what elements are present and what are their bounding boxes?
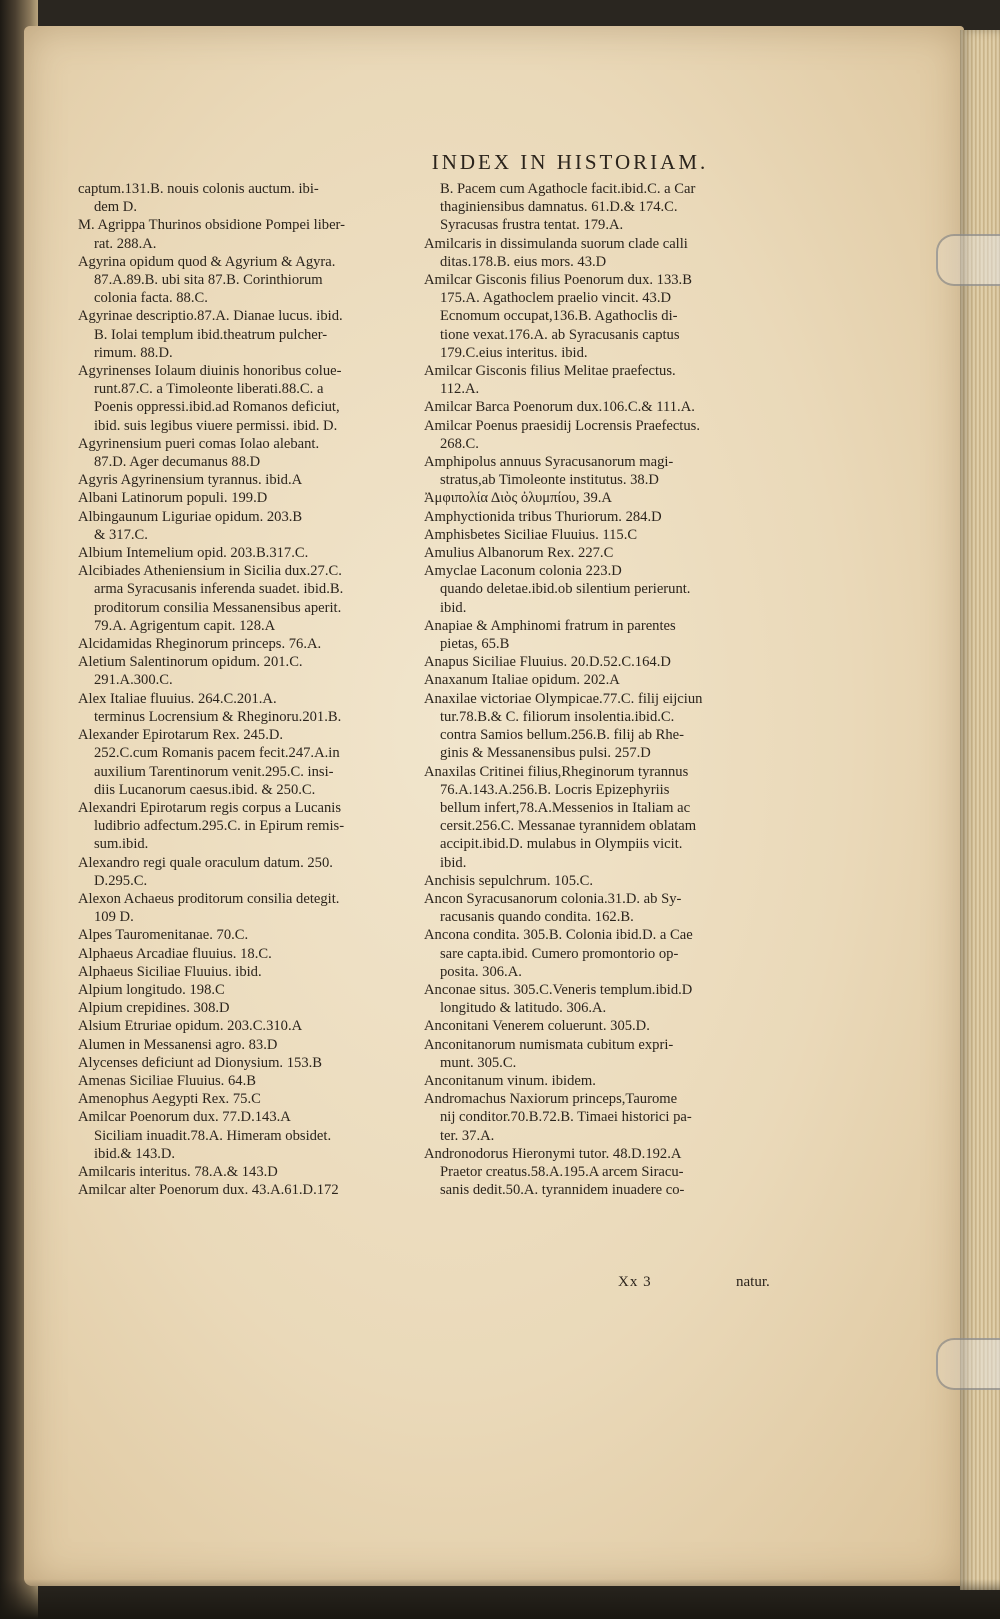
index-line: Alexon Achaeus proditorum consilia detegit. — [78, 890, 340, 907]
index-line: terminus Locrensium & Rheginoru.201.B. — [94, 708, 342, 725]
index-line: ginis & Messanensibus pulsi. 257.D — [440, 745, 651, 762]
index-line: ibid.& 143.D. — [94, 1145, 176, 1162]
index-line: Agyrinensium pueri comas Iolao alebant. — [78, 435, 320, 452]
index-line: cersit.256.C. Messanae tyrannidem oblatam — [440, 818, 697, 835]
index-line: thaginiensibus damnatus. 61.D.& 174.C. — [440, 199, 678, 216]
index-line: Alexandro regi quale oraculum datum. 250. — [78, 854, 333, 871]
index-line: Alpium longitudo. 198.C — [78, 981, 225, 998]
index-line: Ancon Syracusanorum colonia.31.D. ab Sy- — [424, 890, 682, 907]
index-line: Amenas Siciliae Fluuius. 64.B — [78, 1072, 256, 1089]
index-line: ter. 37.A. — [440, 1127, 495, 1144]
index-line: Anchisis sepulchrum. 105.C. — [424, 872, 594, 889]
index-line: stratus,ab Timoleonte institutus. 38.D — [440, 472, 659, 489]
index-line: Amilcaris interitus. 78.A.& 143.D — [78, 1163, 278, 1180]
index-line: 112.A. — [440, 381, 480, 398]
index-line: Ἀμφιπολία Διὸς ὀλυμπίου, 39.A — [424, 490, 612, 507]
index-line: Amphyctionida tribus Thuriorum. 284.D — [424, 508, 662, 525]
index-line: accipit.ibid.D. mulabus in Olympiis vicit. — [440, 836, 683, 853]
index-line: ibid. — [440, 854, 467, 871]
index-line: colonia facta. 88.C. — [94, 290, 208, 307]
index-line: Andronodorus Hieronymi tutor. 48.D.192.A — [424, 1145, 682, 1162]
index-line: posita. 306.A. — [440, 963, 522, 980]
index-line: Anconitanum vinum. ibidem. — [424, 1072, 596, 1089]
index-line: Syracusas frustra tentat. 179.A. — [440, 217, 624, 234]
index-line: Alex Italiae fluuius. 264.C.201.A. — [78, 690, 277, 707]
index-column-right — [424, 180, 780, 1199]
index-line: Amilcar Poenorum dux. 77.D.143.A — [78, 1109, 291, 1126]
index-line: D.295.C. — [94, 872, 148, 889]
index-line: 179.C.eius interitus. ibid. — [440, 344, 588, 361]
index-line: Anaxilae victoriae Olympicae.77.C. filij eijciun — [424, 690, 703, 707]
index-line: Anaxilas Critinei filius,Rheginorum tyrannus — [424, 763, 689, 780]
index-line: ibid. — [440, 599, 467, 616]
index-line: Albani Latinorum populi. 199.D — [78, 490, 268, 507]
index-line: Alphaeus Arcadiae fluuius. 18.C. — [78, 945, 272, 962]
index-line: Ecnomum occupat,136.B. Agathoclis di- — [440, 308, 678, 325]
index-line: Amilcar Gisconis filius Melitae praefectus. — [424, 363, 676, 380]
index-line: diis Lucanorum caesus.ibid. & 250.C. — [94, 781, 316, 798]
index-line: 79.A. Agrigentum capit. 128.A — [94, 617, 276, 634]
index-line: contra Samios bellum.256.B. filij ab Rhe- — [440, 727, 685, 744]
index-line: Albingaunum Liguriae opidum. 203.B — [78, 508, 303, 525]
index-line: racusanis quando condita. 162.B. — [440, 909, 634, 926]
index-line: Aletium Salentinorum opidum. 201.C. — [78, 654, 303, 671]
index-line: Andromachus Naxiorum princeps,Taurome — [424, 1091, 678, 1108]
index-line: 87.A.89.B. ubi sita 87.B. Corinthiorum — [94, 272, 323, 289]
index-line: Anconae situs. 305.C.Veneris templum.ibid.D — [424, 981, 693, 998]
index-line: Alphaeus Siciliae Fluuius. ibid. — [78, 963, 262, 980]
running-head: INDEX IN HISTORIAM. — [431, 150, 709, 174]
index-line: 175.A. Agathoclem praelio vincit. 43.D — [440, 290, 672, 307]
index-line: Alycenses deficiunt ad Dionysium. 153.B — [78, 1054, 323, 1071]
index-line: sum.ibid. — [94, 836, 149, 853]
index-line: ludibrio adfectum.295.C. in Epirum remis- — [94, 818, 345, 835]
index-line: 87.D. Ager decumanus 88.D — [94, 454, 261, 471]
index-line: captum.131.B. nouis colonis auctum. ibi- — [78, 181, 319, 197]
index-line: longitudo & latitudo. 306.A. — [440, 1000, 607, 1017]
index-line: 252.C.cum Romanis pacem fecit.247.A.in — [94, 745, 340, 762]
index-line: Amilcar Barca Poenorum dux.106.C.& 111.A. — [424, 399, 695, 416]
index-line: Anaxanum Italiae opidum. 202.A — [424, 672, 620, 689]
index-line: Agyris Agyrinensium tyrannus. ibid.A — [78, 472, 303, 489]
index-line: B. Iolai templum ibid.theatrum pulcher- — [94, 326, 328, 343]
index-line: Praetor creatus.58.A.195.A arcem Siracu- — [440, 1163, 684, 1180]
index-line: tur.78.B.& C. filiorum insolentia.ibid.C. — [440, 708, 675, 725]
index-line: rimum. 88.D. — [94, 344, 173, 361]
index-line: proditorum consilia Messanensibus aperit. — [94, 599, 342, 616]
index-line: tione vexat.176.A. ab Syracusanis captus — [440, 326, 680, 343]
page-clip-top — [936, 234, 1000, 286]
index-line: Anapiae & Amphinomi fratrum in parentes — [424, 617, 676, 634]
index-line: Amphipolus annuus Syracusanorum magi- — [424, 454, 674, 471]
index-line: Ancona condita. 305.B. Colonia ibid.D. a Cae — [424, 927, 693, 944]
index-line: ibid. suis legibus viuere permissi. ibid. D. — [94, 417, 338, 434]
index-line: Agyrinae descriptio.87.A. Dianae lucus. ibid. — [78, 308, 343, 325]
index-line: Amilcar Gisconis filius Poenorum dux. 133.B — [424, 272, 692, 289]
index-line: ditas.178.B. eius mors. 43.D — [440, 253, 607, 270]
index-line: 76.A.143.A.256.B. Locris Epizephyriis — [440, 781, 670, 798]
index-line: Anconitanorum numismata cubitum expri- — [424, 1036, 674, 1053]
index-column-left — [78, 180, 420, 1199]
index-line: arma Syracusanis inferenda suadet. ibid.B. — [94, 581, 344, 598]
index-line: Alcibiades Atheniensium in Sicilia dux.27.C. — [78, 563, 342, 580]
index-line: & 317.C. — [94, 526, 148, 543]
bottom-shadow — [0, 1579, 1000, 1619]
page-clip-bottom — [936, 1338, 1000, 1390]
index-line: runt.87.C. a Timoleonte liberati.88.C. a — [94, 381, 324, 398]
index-line: M. Agrippa Thurinos obsidione Pompei liber- — [78, 217, 345, 234]
index-line: nij conditor.70.B.72.B. Timaei historici pa- — [440, 1109, 692, 1126]
index-line: Amulius Albanorum Rex. 227.C — [424, 545, 614, 562]
index-line: munt. 305.C. — [440, 1054, 517, 1071]
index-line: Alexandri Epirotarum regis corpus a Lucanis — [78, 799, 342, 816]
index-line: Agyrinenses Iolaum diuinis honoribus colue- — [78, 363, 342, 380]
index-line: Siciliam inuadit.78.A. Himeram obsidet. — [94, 1127, 332, 1144]
index-line: Poenis oppressi.ibid.ad Romanos deficiut, — [94, 399, 340, 416]
index-line: 109 D. — [94, 909, 134, 926]
index-line: sanis dedit.50.A. tyrannidem inuadere co- — [440, 1182, 685, 1199]
index-line: pietas, 65.B — [440, 636, 510, 653]
index-line: B. Pacem cum Agathocle facit.ibid.C. a Car — [440, 181, 696, 197]
index-line: Alcidamidas Rheginorum princeps. 76.A. — [78, 636, 322, 653]
index-line: Alpes Tauromenitanae. 70.C. — [78, 927, 249, 944]
index-line: dem D. — [94, 199, 137, 216]
index-line: Alumen in Messanensi agro. 83.D — [78, 1036, 278, 1053]
index-line: Alpium crepidines. 308.D — [78, 1000, 230, 1017]
index-line: Amenophus Aegypti Rex. 75.C — [78, 1091, 261, 1108]
index-line: 291.A.300.C. — [94, 672, 173, 689]
index-line: Albium Intemelium opid. 203.B.317.C. — [78, 545, 309, 562]
index-line: Amilcar alter Poenorum dux. 43.A.61.D.172 — [78, 1182, 339, 1199]
index-line: auxilium Tarentinorum venit.295.C. insi- — [94, 763, 334, 780]
index-line: sare capta.ibid. Cumero promontorio op- — [440, 945, 679, 962]
catchword: natur. — [736, 1274, 770, 1290]
index-line: Anapus Siciliae Fluuius. 20.D.52.C.164.D — [424, 654, 671, 671]
index-line: Alsium Etruriae opidum. 203.C.310.A — [78, 1018, 303, 1035]
index-line: quando deletae.ibid.ob silentium perierunt. — [440, 581, 691, 598]
signature-mark: Xx 3 — [618, 1274, 652, 1290]
index-line: Amilcar Poenus praesidij Locrensis Praefectus. — [424, 417, 700, 434]
index-line: bellum infert,78.A.Messenios in Italiam ac — [440, 799, 691, 816]
index-line: Amphisbetes Siciliae Fluuius. 115.C — [424, 526, 638, 543]
index-line: Amilcaris in dissimulanda suorum clade calli — [424, 235, 688, 252]
index-line: Alexander Epirotarum Rex. 245.D. — [78, 727, 284, 744]
index-line: Agyrina opidum quod & Agyrium & Agyra. — [78, 253, 336, 270]
index-line: 268.C. — [440, 435, 479, 452]
index-line: Amyclae Laconum colonia 223.D — [424, 563, 622, 580]
index-line: Anconitani Venerem coluerunt. 305.D. — [424, 1018, 650, 1035]
index-line: rat. 288.A. — [94, 235, 157, 252]
